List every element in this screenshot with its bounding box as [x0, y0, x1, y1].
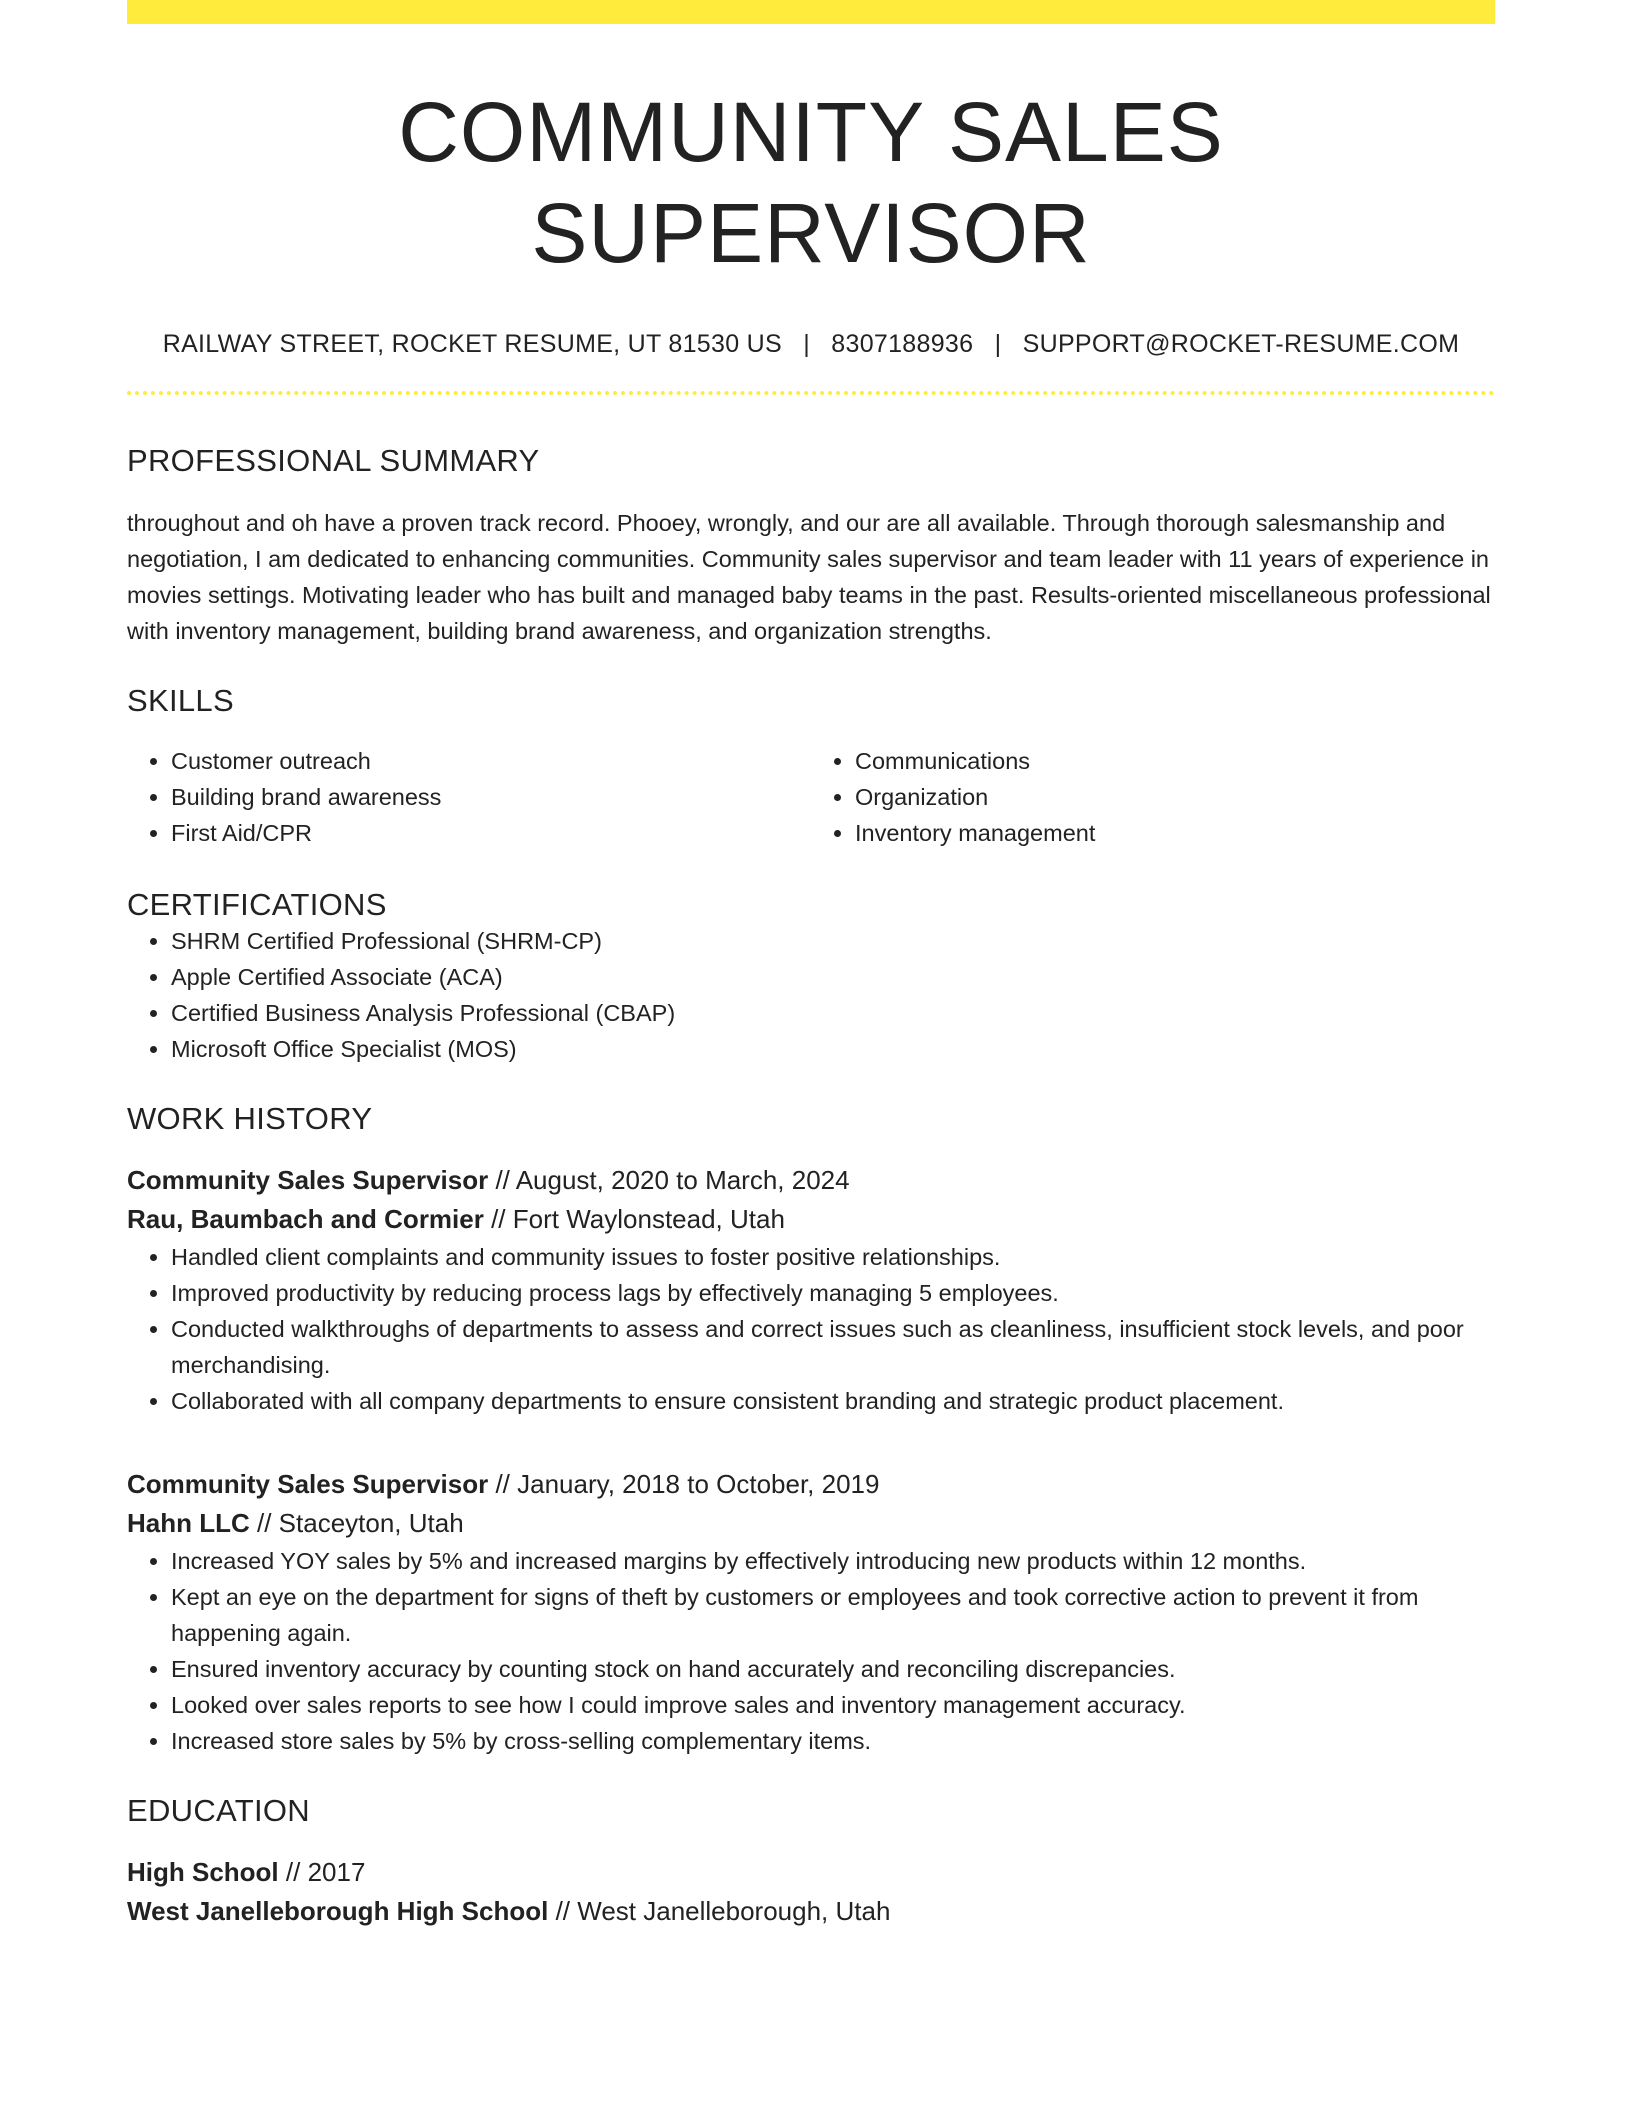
- contact-phone: 8307188936: [831, 329, 974, 358]
- contact-email: SUPPORT@ROCKET-RESUME.COM: [1022, 329, 1460, 358]
- job-title-line: [127, 1465, 1495, 1504]
- education-entry: [127, 1853, 1495, 1931]
- resume-title: COMMUNITY SALES SUPERVISOR: [398, 85, 1224, 280]
- summary-text: throughout and oh have a proven track record. Phooey, wrongly, and our are all available. Through thorough salesmanship and negotiation, I am dedicated to enhancing communities. Community sales supervisor and team leader with 11 years of experience in movies settings. Motivating leader who has built and managed baby teams in the past. Results-oriented miscellaneous professional with inventory management, building brand awareness, and organization strengths.: [127, 509, 1491, 644]
- accent-top-bar: [127, 0, 1495, 24]
- education-heading: EDUCATION: [127, 1792, 310, 1828]
- certification-item: • Microsoft Office Specialist (MOS): [171, 1031, 1495, 1067]
- job-dates: January, 2018 to October, 2019: [517, 1468, 880, 1499]
- skills-column-left: [127, 743, 811, 851]
- certification-item: • Apple Certified Associate (ACA): [171, 959, 1495, 995]
- job-title: Community Sales Supervisor: [127, 1468, 489, 1499]
- job-company-line: [127, 1504, 1495, 1543]
- certifications-heading: CERTIFICATIONS: [127, 886, 387, 922]
- job-dates: August, 2020 to March, 2024: [515, 1164, 850, 1195]
- job-bullet: • Looked over sales reports to see how I could improve sales and inventory management accuracy.: [171, 1687, 1495, 1723]
- skill-item: • First Aid/CPR: [171, 815, 811, 851]
- skill-item: • Building brand awareness: [171, 779, 811, 815]
- contact-separator: |: [994, 329, 1002, 358]
- job-separator: //: [488, 1164, 516, 1195]
- skill-item: • Communications: [855, 743, 1495, 779]
- contact-address: RAILWAY STREET, ROCKET RESUME, UT 81530 US: [162, 329, 782, 358]
- job-bullet: • Kept an eye on the department for signs of theft by customers or employees and took corrective action to prevent it from happening again.: [171, 1579, 1495, 1651]
- work-history-heading: WORK HISTORY: [127, 1100, 373, 1136]
- education-year: 2017: [307, 1856, 366, 1887]
- job-bullet: • Conducted walkthroughs of departments to assess and correct issues such as cleanliness, insufficient stock levels, and poor merchandising.: [171, 1311, 1495, 1383]
- job-bullet: • Increased YOY sales by 5% and increased margins by effectively introducing new products within 12 months.: [171, 1543, 1495, 1579]
- job-company-line: [127, 1200, 1495, 1239]
- job-bullet: • Handled client complaints and community issues to foster positive relationships.: [171, 1239, 1495, 1275]
- job-location: Staceyton, Utah: [278, 1507, 464, 1538]
- skills-list-right: [811, 743, 1495, 851]
- resume-page: [127, 0, 1495, 1931]
- job-bullet-list: [127, 1543, 1495, 1759]
- dotted-divider: [127, 391, 1495, 395]
- job-location: Fort Waylonstead, Utah: [512, 1203, 785, 1234]
- contact-line: [127, 330, 1495, 359]
- education-school-line: [127, 1892, 1495, 1931]
- education-separator: //: [278, 1856, 308, 1887]
- summary-heading: PROFESSIONAL SUMMARY: [127, 442, 540, 478]
- skills-list-left: [127, 743, 811, 851]
- job-bullet: • Improved productivity by reducing process lags by effectively managing 5 employees.: [171, 1275, 1495, 1311]
- job-entry: [127, 1161, 1495, 1419]
- education-school: West Janelleborough High School: [127, 1895, 549, 1926]
- job-separator: //: [483, 1203, 513, 1234]
- job-bullet: • Ensured inventory accuracy by counting stock on hand accurately and reconciling discrepancies.: [171, 1651, 1495, 1687]
- skills-heading: SKILLS: [127, 682, 234, 718]
- skill-item: • Inventory management: [855, 815, 1495, 851]
- certification-item: • Certified Business Analysis Professional (CBAP): [171, 995, 1495, 1031]
- job-bullet-list: [127, 1239, 1495, 1419]
- job-company: Hahn LLC: [127, 1507, 250, 1538]
- skill-item: • Organization: [855, 779, 1495, 815]
- contact-separator: |: [803, 329, 811, 358]
- certification-item: • SHRM Certified Professional (SHRM-CP): [171, 923, 1495, 959]
- job-separator: //: [249, 1507, 279, 1538]
- job-title-line: [127, 1161, 1495, 1200]
- education-degree: High School: [127, 1856, 279, 1887]
- education-degree-line: [127, 1853, 1495, 1892]
- job-bullet: • Increased store sales by 5% by cross-selling complementary items.: [171, 1723, 1495, 1759]
- job-separator: //: [488, 1468, 518, 1499]
- job-company: Rau, Baumbach and Cormier: [127, 1203, 484, 1234]
- skills-grid: [127, 743, 1495, 851]
- certifications-list: [127, 923, 1495, 1067]
- job-entry: [127, 1465, 1495, 1759]
- skills-column-right: [811, 743, 1495, 851]
- skill-item: • Customer outreach: [171, 743, 811, 779]
- job-title: Community Sales Supervisor: [127, 1164, 489, 1195]
- job-bullet: • Collaborated with all company departments to ensure consistent branding and strategic product placement.: [171, 1383, 1495, 1419]
- education-location: West Janelleborough, Utah: [577, 1895, 891, 1926]
- education-separator: //: [548, 1895, 578, 1926]
